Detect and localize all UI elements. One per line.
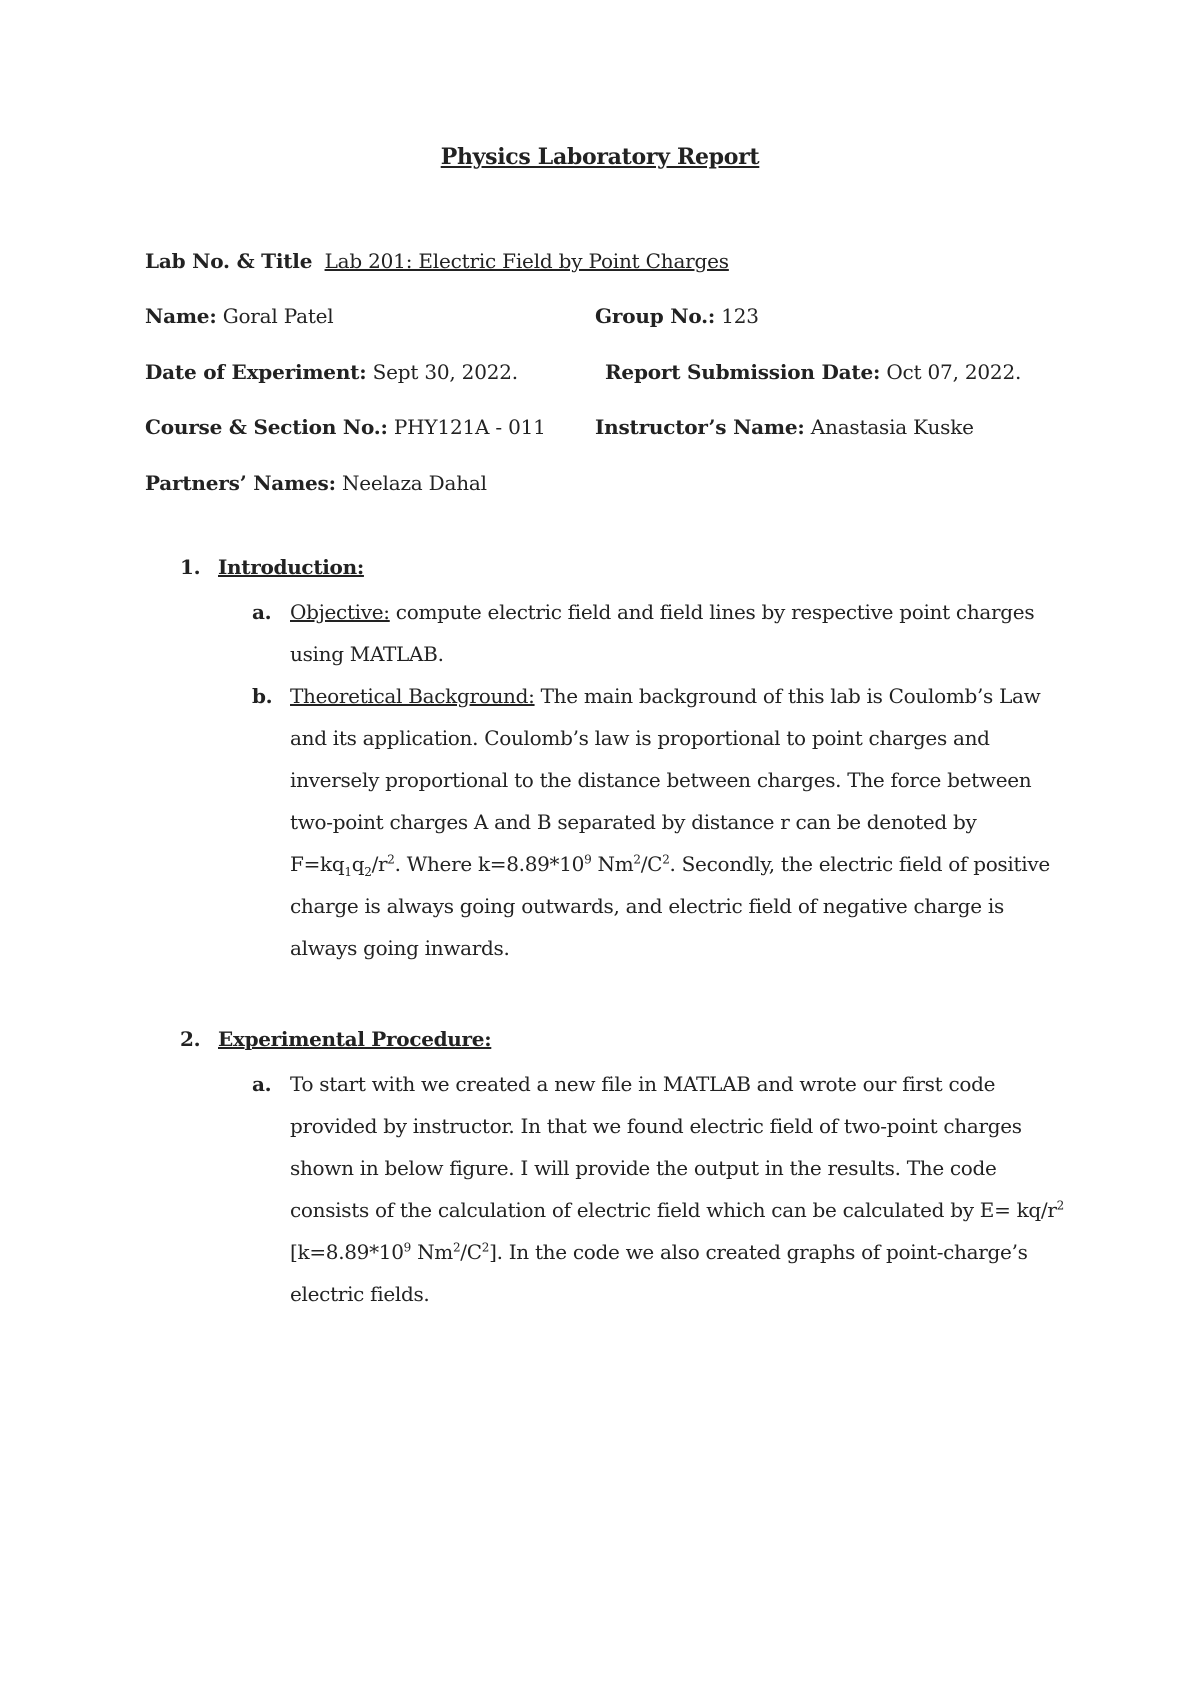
date-row [145, 359, 518, 385]
text-line: two-point charges A and B separated by distance r can be denoted by [290, 810, 977, 834]
formula-line [290, 843, 1062, 885]
text-line: using MATLAB. [290, 642, 444, 666]
text-fragment: consists of the calculation of electric field which can be calculated by E= kq/r [290, 1198, 1057, 1222]
formula-line [290, 1189, 1062, 1231]
text-fragment: /C [640, 852, 663, 876]
instructor-row [595, 414, 974, 440]
section-number: 2. [180, 1027, 201, 1051]
text-line: To start with we created a new file in MATLAB and wrote our first code [290, 1072, 996, 1096]
list-item-theoretical-background [252, 675, 1062, 969]
list-item-procedure-a [252, 1063, 1062, 1315]
superscript: 2 [452, 1240, 461, 1255]
text-line: electric fields. [290, 1282, 430, 1306]
item-body [290, 1063, 1062, 1315]
list-item-objective [252, 591, 1062, 675]
date-label: Date of Experiment: [145, 360, 367, 384]
superscript: 2 [481, 1240, 490, 1255]
formula-line [290, 1231, 1062, 1273]
partners-row [145, 470, 487, 496]
text-fragment: /C [460, 1240, 482, 1264]
superscript: 2 [1056, 1198, 1064, 1213]
group-row [595, 303, 759, 329]
group-value: 123 [721, 304, 759, 328]
group-label: Group No.: [595, 304, 716, 328]
superscript: 9 [403, 1240, 412, 1255]
section-title: Experimental Procedure: [218, 1027, 492, 1051]
item-body [290, 675, 1062, 969]
text-line: inversely proportional to the distance between charges. The force between [290, 768, 1032, 792]
date-value: Sept 30, 2022. [372, 360, 518, 384]
item-body [290, 591, 1062, 675]
text-fragment: F=kq [290, 852, 345, 876]
item-letter: a. [252, 1072, 272, 1096]
text-fragment: /r [371, 852, 388, 876]
subscript: 2 [364, 865, 372, 879]
item-letter: b. [252, 684, 273, 708]
item-letter: a. [252, 600, 272, 624]
partners-label: Partners’ Names: [145, 471, 336, 495]
text-line: always going inwards. [290, 936, 510, 960]
text-line: charge is always going outwards, and electric field of negative charge is [290, 894, 1004, 918]
lab-value: Lab 201: Electric Field by Point Charges [324, 249, 729, 273]
superscript: 9 [584, 852, 592, 867]
name-row [145, 303, 334, 329]
subscript: 1 [344, 865, 352, 879]
name-label: Name: [145, 304, 217, 328]
text-line: provided by instructor. In that we found electric field of two-point charges [290, 1114, 1022, 1138]
section-number: 1. [180, 555, 201, 579]
text-fragment: Nm [411, 1240, 453, 1264]
section-title: Introduction: [218, 555, 364, 579]
course-value: PHY121A - 011 [393, 415, 546, 439]
text-line [290, 675, 1062, 717]
item-subheading: Objective: [290, 600, 390, 624]
text-fragment: Nm [591, 852, 634, 876]
text-line: shown in below figure. I will provide the output in the results. The code [290, 1156, 997, 1180]
instructor-value: Anastasia Kuske [810, 415, 974, 439]
superscript: 2 [387, 852, 395, 867]
course-label: Course & Section No.: [145, 415, 388, 439]
instructor-label: Instructor’s Name: [595, 415, 805, 439]
text-fragment: [k=8.89*10 [290, 1240, 404, 1264]
text-fragment: compute electric field and field lines by respective point charges [389, 600, 1035, 624]
lab-label: Lab No. & Title [145, 249, 313, 273]
section-heading-experimental-procedure [180, 1027, 491, 1051]
text-line: and its application. Coulomb’s law is proportional to point charges and [290, 726, 990, 750]
item-subheading: Theoretical Background: [290, 684, 535, 708]
superscript: 2 [662, 852, 670, 867]
lab-title-row [145, 248, 729, 274]
submission-row [605, 359, 1021, 385]
report-title: Physics Laboratory Report [440, 144, 760, 170]
superscript: 2 [633, 852, 641, 867]
text-fragment: The main background of this lab is Coulomb’s Law [534, 684, 1041, 708]
text-fragment: . Where k=8.89*10 [394, 852, 585, 876]
text-fragment: . Secondly, the electric field of positive [669, 852, 1050, 876]
name-value: Goral Patel [222, 304, 334, 328]
partners-value: Neelaza Dahal [341, 471, 487, 495]
submission-label: Report Submission Date: [605, 360, 881, 384]
section-heading-introduction [180, 555, 364, 579]
text-fragment: q [351, 852, 365, 876]
submission-value: Oct 07, 2022. [886, 360, 1022, 384]
text-line [290, 591, 1062, 633]
text-fragment: ]. In the code we also created graphs of point-charge’s [489, 1240, 1028, 1264]
course-row [145, 414, 546, 440]
